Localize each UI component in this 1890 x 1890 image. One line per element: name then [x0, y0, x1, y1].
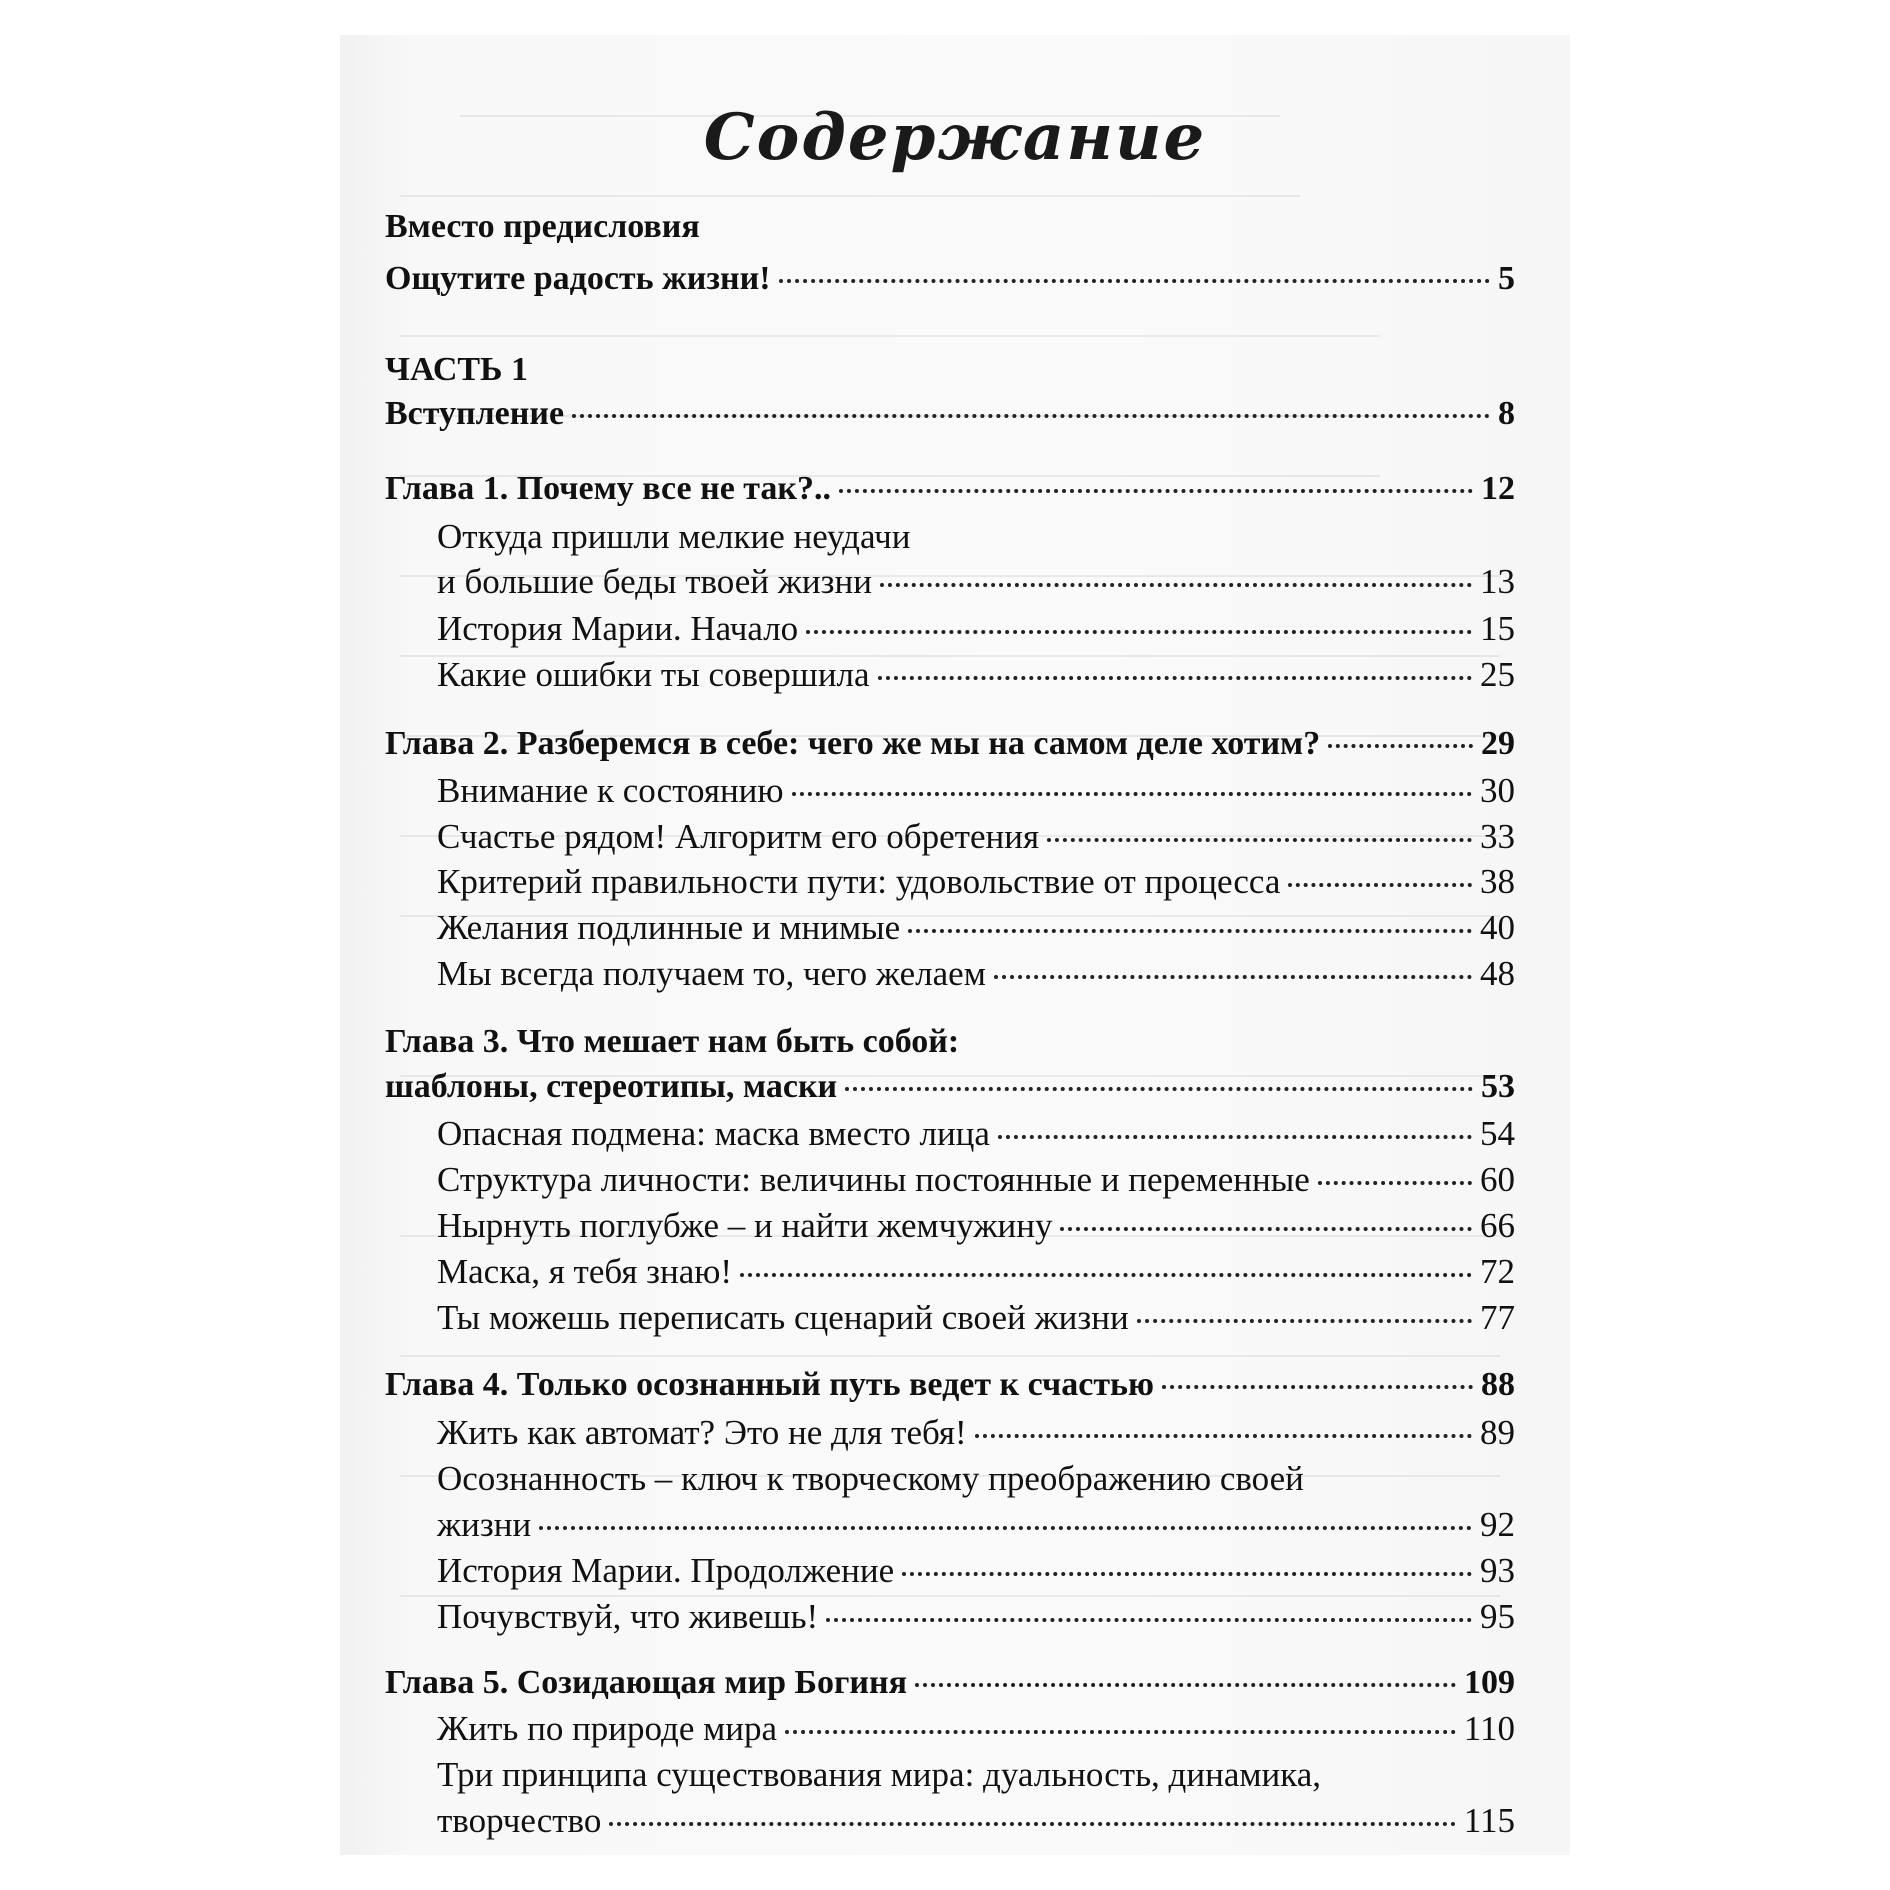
toc-chapter-3[interactable]: шаблоны, стереотипы, маски 53 — [385, 1068, 1515, 1105]
toc-section[interactable]: Ты можешь переписать сценарий своей жизни 77 — [437, 1298, 1515, 1337]
toc-chapter-4[interactable]: Глава 4. Только осознанный путь ведет к счастью 88 — [385, 1366, 1515, 1403]
toc-section[interactable]: История Марии. Начало 15 — [437, 609, 1515, 648]
toc-section[interactable]: Критерий правильности пути: удовольствие от процесса 38 — [437, 862, 1515, 901]
toc-section[interactable]: Внимание к состоянию 30 — [437, 771, 1515, 810]
toc-chapter-2[interactable]: Глава 2. Разберемся в себе: чего же мы на самом деле хотим? 29 — [385, 725, 1515, 762]
toc-part-label: ЧАСТЬ 1 — [385, 351, 529, 388]
toc-section: Три принципа существования мира: дуальность, динамика, — [437, 1755, 1321, 1794]
toc-section[interactable]: Счастье рядом! Алгоритм его обретения 33 — [437, 817, 1515, 856]
toc-section[interactable]: История Марии. Продолжение 93 — [437, 1551, 1515, 1590]
toc-section[interactable]: Жить как автомат? Это не для тебя! 89 — [437, 1413, 1515, 1452]
toc-section[interactable]: Маска, я тебя знаю! 72 — [437, 1252, 1515, 1291]
toc-section[interactable]: Нырнуть поглубже – и найти жемчужину 66 — [437, 1206, 1515, 1245]
toc-section[interactable]: Жить по природе мира 110 — [437, 1709, 1515, 1748]
toc-chapter-1[interactable]: Глава 1. Почему все не так?.. 12 — [385, 470, 1515, 507]
toc-section: Откуда пришли мелкие неудачи — [437, 517, 911, 556]
toc-section[interactable]: Желания подлинные и мнимые 40 — [437, 908, 1515, 947]
toc-section[interactable]: творчество 115 — [437, 1801, 1515, 1840]
toc-section[interactable]: и большие беды твоей жизни 13 — [437, 562, 1515, 601]
toc-section[interactable]: Какие ошибки ты совершила 25 — [437, 655, 1515, 694]
toc-chapter-5[interactable]: Глава 5. Созидающая мир Богиня 109 — [385, 1664, 1515, 1701]
toc-section[interactable]: Почувствуй, что живешь! 95 — [437, 1597, 1515, 1636]
toc-entry[interactable]: Ощутите радость жизни! 5 — [385, 260, 1515, 297]
toc-preface-heading: Вместо предисловия — [385, 208, 700, 245]
toc-chapter-3-line1: Глава 3. Что мешает нам быть собой: — [385, 1023, 960, 1060]
toc-section[interactable]: Структура личности: величины постоянные и переменные 60 — [437, 1160, 1515, 1199]
toc-section: Осознанность – ключ к творческому преображению своей — [437, 1459, 1304, 1498]
toc-entry[interactable]: Вступление 8 — [385, 395, 1515, 432]
toc-section[interactable]: Опасная подмена: маска вместо лица 54 — [437, 1114, 1515, 1153]
toc-section[interactable]: жизни 92 — [437, 1505, 1515, 1544]
page-title: Содержание — [703, 100, 1207, 175]
toc-section[interactable]: Мы всегда получаем то, чего желаем 48 — [437, 954, 1515, 993]
